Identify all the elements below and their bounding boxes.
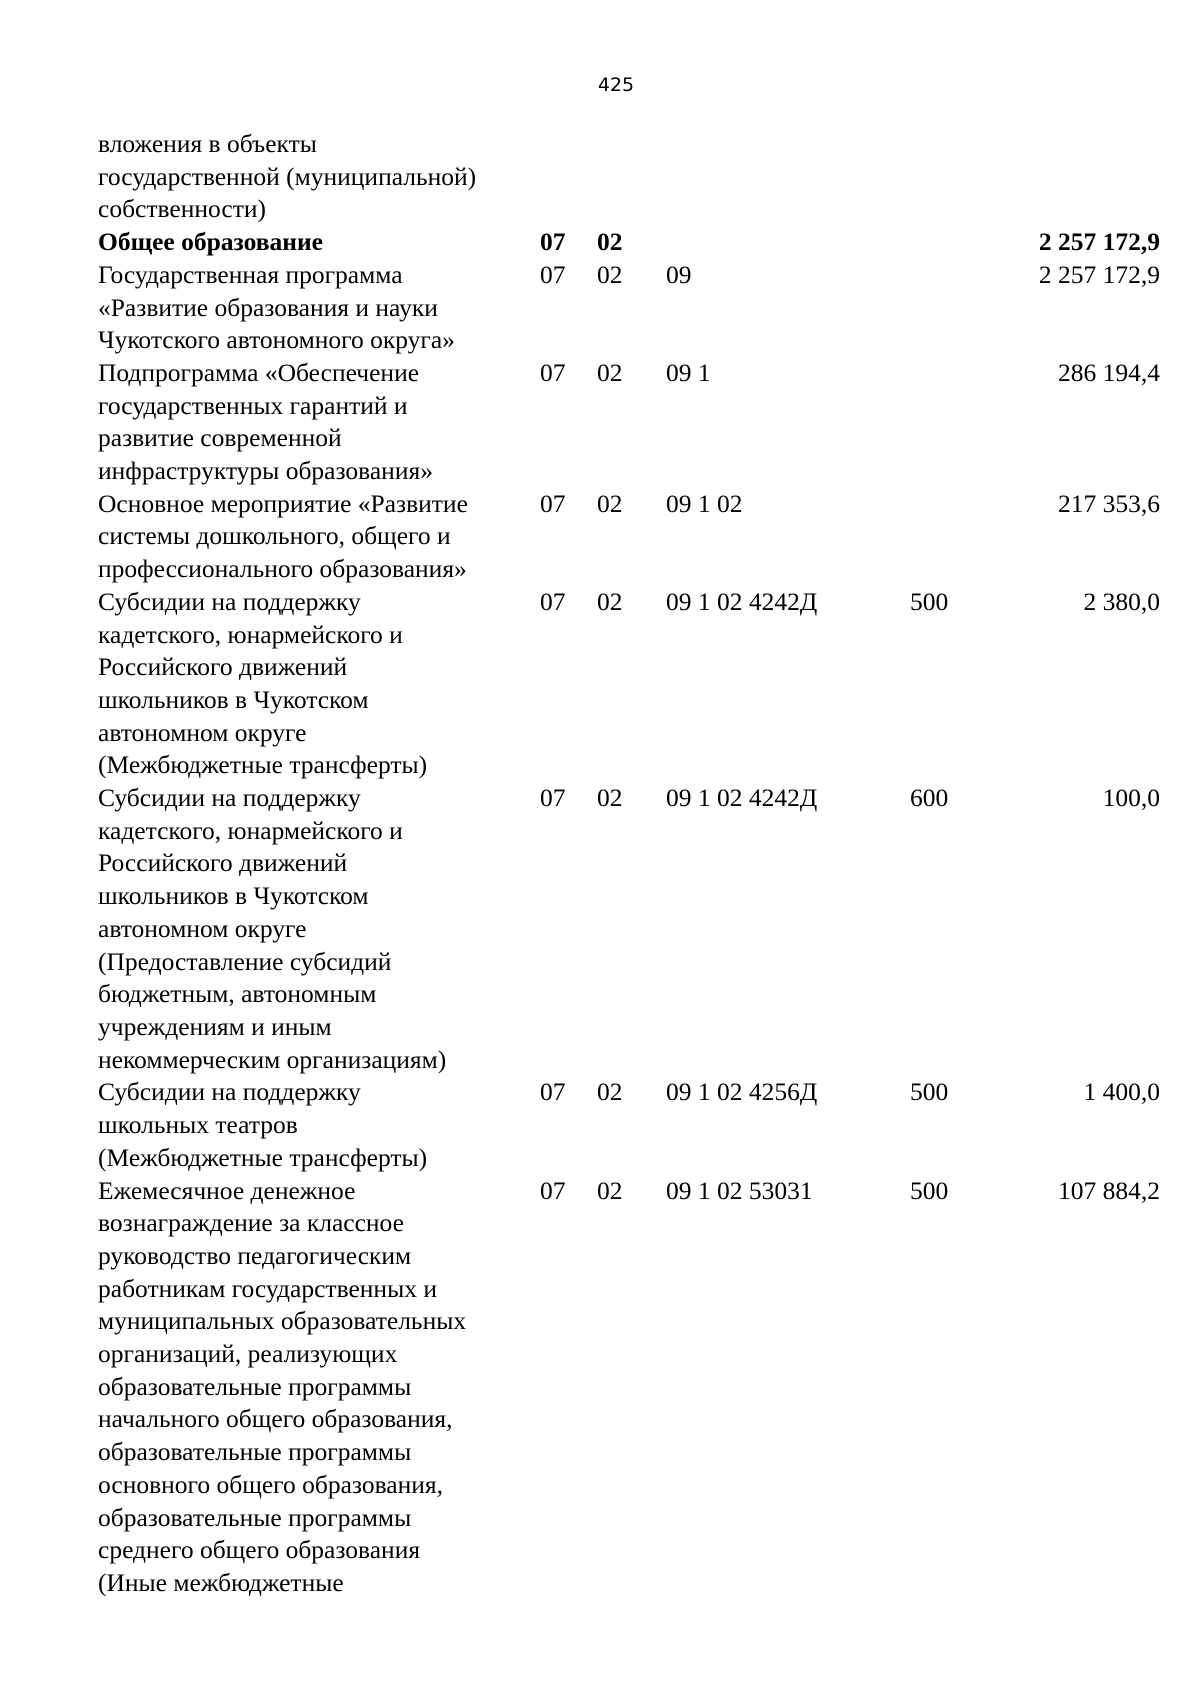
row-amount: 2 380,0	[1083, 586, 1160, 616]
row-amount	[1025, 128, 1160, 226]
row-target-article	[666, 226, 910, 259]
row-target-article: 09	[666, 259, 692, 289]
row-name: Государственная программа «Развитие образования и науки Чукотского автономного округа»	[98, 259, 455, 355]
row-section-code: 07	[540, 259, 566, 289]
row-amount: 2 257 172,9	[1038, 259, 1160, 289]
row-section-code: 07	[540, 1077, 566, 1107]
row-subsection-code: 02	[597, 227, 623, 257]
row-name: Общее образование	[98, 227, 323, 257]
row-subsection-code: 02	[597, 357, 623, 387]
row-name: Подпрограмма «Обеспечение государственных гарантий и развитие современной инфраструктуры образования»	[98, 357, 433, 486]
table-row	[98, 1076, 1160, 1174]
row-subsection-code: 02	[597, 783, 623, 813]
row-target-article: 09 1 02 4242Д	[666, 586, 818, 616]
row-target-article: 09 1 02 4256Д	[666, 1077, 818, 1107]
row-name: Ежемесячное денежное вознаграждение за классное руководство педагогическим работникам государственных и муниципальных образовательных организаций, реализующих образовательные программы начального общего образования, образовательные программы основного общего образования, образовательные программы среднего общего образования (Иные межбюджетные	[98, 1175, 467, 1597]
row-section-code	[540, 128, 597, 226]
row-target-article	[666, 128, 910, 226]
row-subsection-code	[597, 128, 666, 226]
row-expense-type: 500	[910, 1077, 949, 1107]
table-row	[98, 259, 1160, 357]
row-expense-type: 500	[910, 1175, 949, 1205]
row-subsection-code: 02	[597, 488, 623, 518]
table-row	[98, 128, 1160, 226]
row-section-code: 07	[540, 586, 566, 616]
table-row	[98, 1175, 1160, 1600]
row-expense-type: 500	[910, 586, 949, 616]
row-amount: 100,0	[1102, 783, 1160, 813]
row-section-code: 07	[540, 357, 566, 387]
row-amount: 217 353,6	[1058, 488, 1160, 518]
page-number: 425	[597, 74, 635, 96]
row-name: Основное мероприятие «Развитие системы дошкольного, общего и профессионального образования»	[98, 488, 468, 584]
row-expense-type	[910, 357, 1025, 488]
row-name: Субсидии на поддержку кадетского, юнармейского и Российского движений школьников в Чукотском автономном округе (Предоставление субсидий бюджетным, автономным учреждениям и иным некоммерческим организациям)	[98, 783, 447, 1074]
table-row	[98, 488, 1160, 586]
row-subsection-code: 02	[597, 586, 623, 616]
table-row	[98, 586, 1160, 782]
row-section-code: 07	[540, 783, 566, 813]
row-expense-type: 600	[910, 783, 949, 813]
row-section-code: 07	[540, 227, 566, 257]
row-target-article: 09 1 02	[666, 488, 743, 518]
row-section-code: 07	[540, 488, 566, 518]
row-expense-type	[910, 259, 1025, 357]
row-target-article: 09 1 02 4242Д	[666, 783, 818, 813]
row-amount: 286 194,4	[1058, 357, 1160, 387]
row-expense-type	[910, 488, 1025, 586]
table-row	[98, 226, 1160, 259]
budget-table	[98, 128, 1160, 1600]
row-name: Субсидии на поддержку школьных театров (Межбюджетные трансферты)	[98, 1077, 428, 1172]
row-name: Субсидии на поддержку кадетского, юнармейского и Российского движений школьников в Чукотском автономном округе (Межбюджетные трансферты)	[98, 586, 428, 780]
row-section-code: 07	[540, 1175, 566, 1205]
row-expense-type	[910, 128, 1025, 226]
table-row	[98, 357, 1160, 488]
budget-table-body	[98, 128, 1160, 1600]
row-amount: 2 257 172,9	[1038, 227, 1160, 257]
row-subsection-code: 02	[597, 1175, 623, 1205]
row-expense-type	[910, 226, 1025, 259]
row-target-article: 09 1 02 53031	[666, 1175, 813, 1205]
row-target-article: 09 1	[666, 357, 711, 387]
row-amount: 107 884,2	[1058, 1175, 1160, 1205]
row-subsection-code: 02	[597, 259, 623, 289]
table-row	[98, 782, 1160, 1076]
row-name: вложения в объекты государственной (муниципальной) собственности)	[98, 129, 477, 224]
row-amount: 1 400,0	[1083, 1077, 1160, 1107]
row-subsection-code: 02	[597, 1077, 623, 1107]
